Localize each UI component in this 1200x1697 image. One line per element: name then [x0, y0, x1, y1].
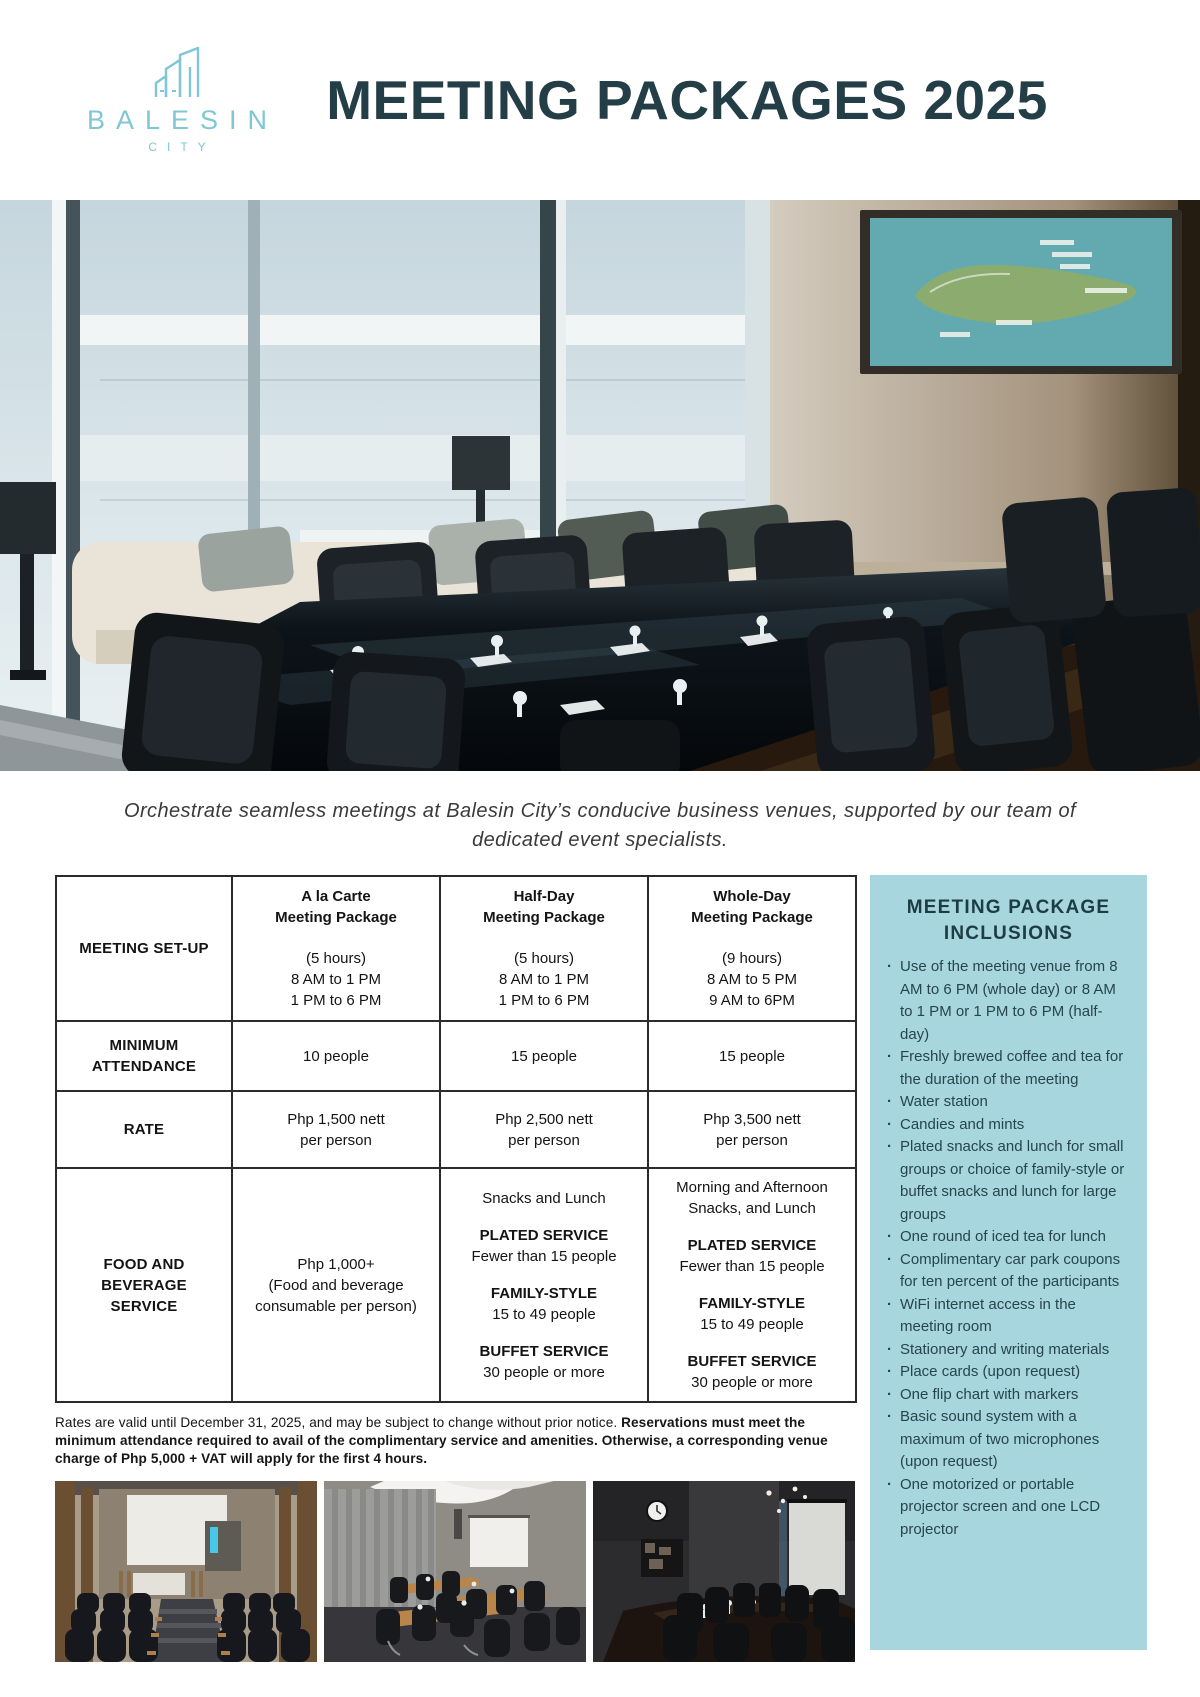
row-label-meeting-setup: MEETING SET-UP — [56, 876, 232, 1021]
bullet-icon: · — [887, 1475, 892, 1493]
rates-disclaimer — [55, 1414, 855, 1468]
inclusions-heading: MEETING PACKAGE INCLUSIONS — [906, 897, 1111, 944]
disclaimer-normal-text: Rates are valid until December 31, 2025, and may be subject to change without prior notice. — [55, 1415, 622, 1430]
bullet-icon: · — [887, 1408, 892, 1426]
table-row-meeting-setup — [56, 876, 856, 1021]
inclusions-panel — [870, 875, 1147, 1650]
inclusion-item: · Plated snacks and lunch for small groups or choice of family-style or buffet snacks and lunch for large groups — [887, 1136, 1130, 1226]
cell-wholeday-setup: Whole-Day Meeting Package (9 hours) 8 AM to 5 PM 9 AM to 6PM — [648, 876, 856, 1021]
brand-text: BALESIN — [86, 104, 279, 135]
inclusion-item: · One round of iced tea for lunch — [887, 1226, 1130, 1249]
cell-halfday-rate: Php 2,500 nett per person — [440, 1091, 648, 1168]
cell-wholeday-fnb: Morning and Afternoon Snacks, and Lunch PLATED SERVICE Fewer than 15 people FAMILY-STYLE 15 to 49 people BUFFET SERVICE 30 people or more — [648, 1168, 856, 1402]
inclusion-item: · WiFi internet access in the meeting room — [887, 1294, 1130, 1339]
bullet-icon: · — [887, 1340, 892, 1358]
inclusion-item: · One motorized or portable projector screen and one LCD projector — [887, 1474, 1130, 1542]
brand-sub-text: CITY — [148, 139, 216, 154]
row-label-minimum-attendance: MINIMUM ATTENDANCE — [56, 1021, 232, 1091]
inclusion-item: · Stationery and writing materials — [887, 1339, 1130, 1362]
bullet-icon: · — [887, 1295, 892, 1313]
inclusion-item: · Candies and mints — [887, 1114, 1130, 1137]
left-column — [55, 875, 855, 1662]
balesin-logo — [52, 47, 302, 154]
inclusion-item: · Freshly brewed coffee and tea for the duration of the meeting — [887, 1046, 1130, 1091]
disclaimer-bold-text: Reservations must meet the minimum attendance required to avail of the complimentary service and amenities. Otherwise, a corresponding venue charge of Php 5,000 + VAT will apply for the first 4 hours. — [55, 1415, 828, 1467]
table-row-minimum-attendance — [56, 1021, 856, 1091]
inclusion-item: · Basic sound system with a maximum of two microphones (upon request) — [887, 1406, 1130, 1474]
bullet-icon: · — [887, 1250, 892, 1268]
cell-alacarte-attendance: 10 people — [232, 1021, 440, 1091]
venue-thumbnails — [55, 1481, 855, 1662]
packages-table — [55, 875, 857, 1403]
hero-photo-boardroom — [0, 200, 1200, 771]
cell-alacarte-setup: A la Carte Meeting Package (5 hours) 8 AM to 1 PM 1 PM to 6 PM — [232, 876, 440, 1021]
cell-halfday-setup: Half-Day Meeting Package (5 hours) 8 AM to 1 PM 1 PM to 6 PM — [440, 876, 648, 1021]
island-map-frame — [860, 210, 1182, 374]
row-label-food-beverage: FOOD AND BEVERAGE SERVICE — [56, 1168, 232, 1402]
cell-wholeday-attendance: 15 people — [648, 1021, 856, 1091]
bullet-icon: · — [887, 1048, 892, 1066]
content-row — [55, 875, 1147, 1662]
inclusion-item: · Complimentary car park coupons for ten percent of the participants — [887, 1249, 1130, 1294]
thumb-photo-auditorium — [55, 1481, 317, 1662]
header — [0, 0, 1200, 200]
table-row-rate — [56, 1091, 856, 1168]
bullet-icon: · — [887, 958, 892, 976]
bullet-icon: · — [887, 1115, 892, 1133]
inclusion-item: · Place cards (upon request) — [887, 1361, 1130, 1384]
cell-wholeday-rate: Php 3,500 nett per person — [648, 1091, 856, 1168]
inclusion-item: · Water station — [887, 1091, 1130, 1114]
inclusion-item: · One flip chart with markers — [887, 1384, 1130, 1407]
cell-alacarte-rate: Php 1,500 nett per person — [232, 1091, 440, 1168]
title-area — [302, 68, 1200, 132]
balesin-buildings-icon — [146, 47, 208, 99]
row-label-rate: RATE — [56, 1091, 232, 1168]
cell-halfday-fnb: Snacks and Lunch PLATED SERVICE Fewer than 15 people FAMILY-STYLE 15 to 49 people BUFFET SERVICE 30 people or more — [440, 1168, 648, 1402]
bullet-icon: · — [887, 1385, 892, 1403]
cell-alacarte-fnb: Php 1,000+ (Food and beverage consumable per person) — [232, 1168, 440, 1402]
bullet-icon: · — [887, 1363, 892, 1381]
bullet-icon: · — [887, 1228, 892, 1246]
table-row-food-beverage — [56, 1168, 856, 1402]
cell-halfday-attendance: 15 people — [440, 1021, 648, 1091]
bullet-icon: · — [887, 1093, 892, 1111]
inclusion-item: · Use of the meeting venue from 8 AM to 6 PM (whole day) or 8 AM to 1 PM or 1 PM to 6 PM (half-day) — [887, 956, 1130, 1046]
bullet-icon: · — [887, 1138, 892, 1156]
inclusions-list — [887, 956, 1130, 1541]
thumb-photo-training-room — [324, 1481, 586, 1662]
thumb-photo-boardroom — [593, 1481, 855, 1662]
page-title: MEETING PACKAGES 2025 — [326, 69, 1048, 131]
intro-text: Orchestrate seamless meetings at Balesin City’s conducive business venues, supported by our team of dedicated event specialists. — [124, 800, 1076, 851]
